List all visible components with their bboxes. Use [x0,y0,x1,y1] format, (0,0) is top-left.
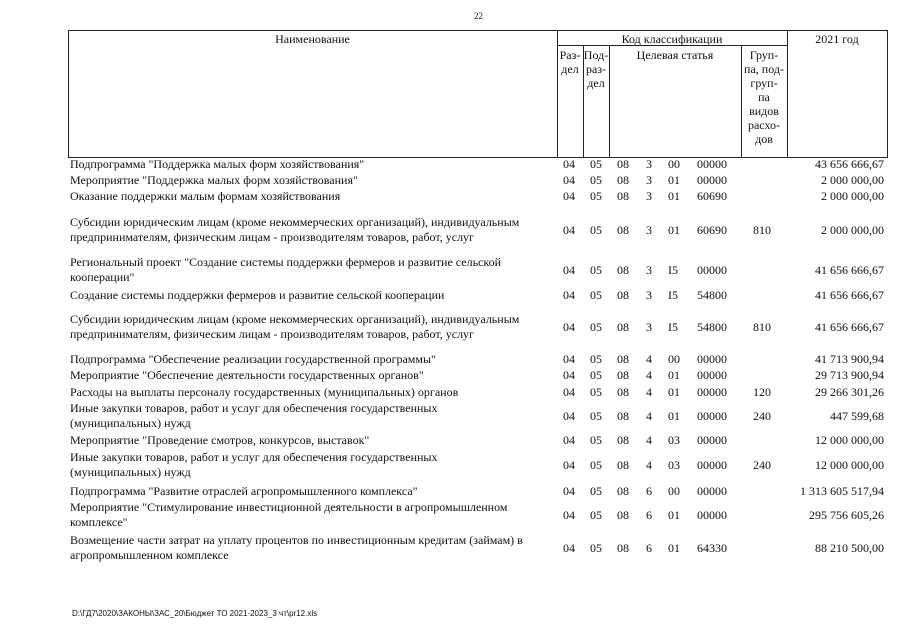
row-cs-direction: 00000 [697,484,727,498]
row-cs-direction: 54800 [697,320,727,334]
row-cs-direction: 00000 [697,385,727,399]
row-name: Подпрограмма "Обеспечение реализации государственной программы" [70,352,436,366]
row-cs-direction: 00000 [697,157,727,171]
row-amount: 41 656 666,67 [815,263,884,277]
row-podrazdel: 05 [590,484,602,498]
row-vr: 120 [753,385,771,399]
row-razdel: 04 [563,484,575,498]
header-name: Наименование [275,32,350,46]
row-cs-event: 00 [668,157,680,171]
row-vr: 240 [753,409,771,423]
row-amount: 2 000 000,00 [821,189,884,203]
row-razdel: 04 [563,541,575,555]
row-cs-program: 08 [617,409,629,423]
row-vr: 810 [753,320,771,334]
row-amount: 29 266 301,26 [815,385,884,399]
row-cs-program: 08 [617,368,629,382]
row-cs-subprogram: 3 [646,320,652,334]
row-name-line-1: Иные закупки товаров, работ и услуг для обеспечения государственных [70,450,438,464]
row-podrazdel: 05 [590,409,602,423]
row-cs-direction: 00000 [697,368,727,382]
row-razdel: 04 [563,409,575,423]
row-vr: 240 [753,458,771,472]
row-cs-direction: 60690 [697,189,727,203]
row-razdel: 04 [563,458,575,472]
row-cs-program: 08 [617,263,629,277]
row-name-line-1: Иные закупки товаров, работ и услуг для обеспечения государственных [70,401,438,415]
row-cs-direction: 54800 [697,288,727,302]
row-amount: 41 656 666,67 [815,288,884,302]
row-name: Мероприятие "Поддержка малых форм хозяйствования" [70,173,358,187]
row-razdel: 04 [563,223,575,237]
row-name-line-1: Субсидии юридическим лицам (кроме некоммерческих организаций), индивидуальным [70,215,520,229]
row-podrazdel: 05 [590,385,602,399]
row-name-line-2: кооперации" [70,270,135,284]
row-vr: 810 [753,223,771,237]
row-cs-subprogram: 3 [646,263,652,277]
row-name-line-2: предпринимателям, физическим лицам - производителям товаров, работ, услуг [70,230,474,244]
row-amount: 41 713 900,94 [815,352,884,366]
file-path-footer: D:\ГД7\2020\ЗАКОНЫ\ЗАС_20\Бюджет ТО 2021-2023_3 чт\pr12.xls [72,609,318,618]
row-cs-direction: 00000 [697,433,727,447]
row-name-line-1: Возмещение части затрат на уплату процентов по инвестиционным кредитам (займам) в [70,533,523,547]
row-cs-event: 01 [668,409,680,423]
row-cs-event: 01 [668,189,680,203]
row-name: Подпрограмма "Развитие отраслей агропромышленного комплекса" [70,484,418,498]
row-cs-event: 03 [668,458,680,472]
row-cs-program: 08 [617,189,629,203]
row-cs-direction: 64330 [697,541,727,555]
row-cs-event: 01 [668,508,680,522]
row-cs-direction: 00000 [697,263,727,277]
page-number: 22 [474,11,483,21]
row-cs-subprogram: 3 [646,223,652,237]
row-razdel: 04 [563,157,575,171]
row-cs-program: 08 [617,320,629,334]
row-cs-subprogram: 4 [646,385,652,399]
header-target-article: Целевая статья [636,48,714,62]
row-razdel: 04 [563,352,575,366]
row-amount: 29 713 900,94 [815,368,884,382]
row-podrazdel: 05 [590,458,602,472]
row-cs-program: 08 [617,541,629,555]
row-name-line-2: (муниципальных) нужд [70,416,191,430]
row-amount: 2 000 000,00 [821,173,884,187]
row-razdel: 04 [563,385,575,399]
row-cs-subprogram: 3 [646,173,652,187]
row-cs-subprogram: 3 [646,288,652,302]
row-amount: 41 656 666,67 [815,320,884,334]
row-cs-subprogram: 4 [646,352,652,366]
row-cs-subprogram: 4 [646,409,652,423]
row-podrazdel: 05 [590,508,602,522]
row-amount: 88 210 500,00 [815,541,884,555]
row-podrazdel: 05 [590,263,602,277]
row-cs-program: 08 [617,157,629,171]
row-razdel: 04 [563,189,575,203]
row-cs-event: I5 [668,288,678,302]
row-cs-program: 08 [617,458,629,472]
row-razdel: 04 [563,263,575,277]
row-cs-direction: 00000 [697,458,727,472]
row-podrazdel: 05 [590,157,602,171]
row-cs-program: 08 [617,352,629,366]
row-razdel: 04 [563,288,575,302]
row-cs-subprogram: 4 [646,368,652,382]
header-razdel: Раз- дел [559,48,581,76]
row-name: Подпрограмма "Поддержка малых форм хозяйствования" [70,157,365,171]
row-cs-event: 01 [668,541,680,555]
row-cs-program: 08 [617,223,629,237]
row-amount: 295 756 605,26 [809,508,884,522]
row-cs-direction: 00000 [697,173,727,187]
row-amount: 12 000 000,00 [815,458,884,472]
row-cs-subprogram: 6 [646,508,652,522]
row-name-line-1: Мероприятие "Стимулирование инвестиционной деятельности в агропромышленном [70,500,508,514]
row-cs-subprogram: 3 [646,157,652,171]
row-razdel: 04 [563,173,575,187]
row-amount: 12 000 000,00 [815,433,884,447]
header-group: Груп- па, под- груп- па видов расхо- дов [744,48,784,146]
row-cs-direction: 00000 [697,508,727,522]
row-cs-event: I5 [668,320,678,334]
row-cs-direction: 00000 [697,352,727,366]
row-podrazdel: 05 [590,352,602,366]
row-name-line-1: Региональный проект "Создание системы поддержки фермеров и развитие сельской [70,255,502,269]
row-amount: 1 313 605 517,94 [800,484,884,498]
row-cs-event: 00 [668,352,680,366]
row-cs-event: 01 [668,385,680,399]
row-podrazdel: 05 [590,541,602,555]
row-podrazdel: 05 [590,288,602,302]
row-cs-subprogram: 4 [646,433,652,447]
row-cs-subprogram: 6 [646,484,652,498]
row-cs-program: 08 [617,288,629,302]
row-razdel: 04 [563,508,575,522]
row-amount: 447 599,68 [830,409,884,423]
row-cs-event: I5 [668,263,678,277]
row-podrazdel: 05 [590,223,602,237]
row-name: Создание системы поддержки фермеров и развитие сельской кооперации [70,288,445,302]
header-classification: Код классификации [621,32,723,46]
row-amount: 2 000 000,00 [821,223,884,237]
row-name-line-2: (муниципальных) нужд [70,465,191,479]
row-razdel: 04 [563,368,575,382]
row-podrazdel: 05 [590,368,602,382]
row-cs-program: 08 [617,484,629,498]
row-cs-event: 01 [668,173,680,187]
header-year: 2021 год [815,32,859,46]
row-cs-program: 08 [617,508,629,522]
row-name: Мероприятие "Проведение смотров, конкурсов, выставок" [70,433,370,447]
row-cs-program: 08 [617,173,629,187]
row-name-line-2: предпринимателям, физическим лицам - производителям товаров, работ, услуг [70,327,474,341]
row-name-line-2: комплексе" [70,515,128,529]
row-cs-program: 08 [617,385,629,399]
row-podrazdel: 05 [590,433,602,447]
row-podrazdel: 05 [590,173,602,187]
row-cs-event: 01 [668,368,680,382]
row-cs-event: 00 [668,484,680,498]
row-podrazdel: 05 [590,320,602,334]
row-cs-direction: 60690 [697,223,727,237]
row-razdel: 04 [563,433,575,447]
row-name: Оказание поддержки малым формам хозяйствования [70,189,341,203]
row-amount: 43 656 666,67 [815,157,884,171]
row-name: Мероприятие "Обеспечение деятельности государственных органов" [70,368,424,382]
header-podrazdel: Под- раз- дел [583,48,609,90]
row-name: Расходы на выплаты персоналу государственных (муниципальных) органов [70,385,459,399]
row-cs-event: 01 [668,223,680,237]
row-cs-event: 03 [668,433,680,447]
row-razdel: 04 [563,320,575,334]
row-cs-subprogram: 4 [646,458,652,472]
row-cs-subprogram: 6 [646,541,652,555]
row-podrazdel: 05 [590,189,602,203]
row-name-line-1: Субсидии юридическим лицам (кроме некоммерческих организаций), индивидуальным [70,312,520,326]
row-cs-program: 08 [617,433,629,447]
row-cs-subprogram: 3 [646,189,652,203]
row-name-line-2: агропромышленном комплексе [70,548,229,562]
row-cs-direction: 00000 [697,409,727,423]
